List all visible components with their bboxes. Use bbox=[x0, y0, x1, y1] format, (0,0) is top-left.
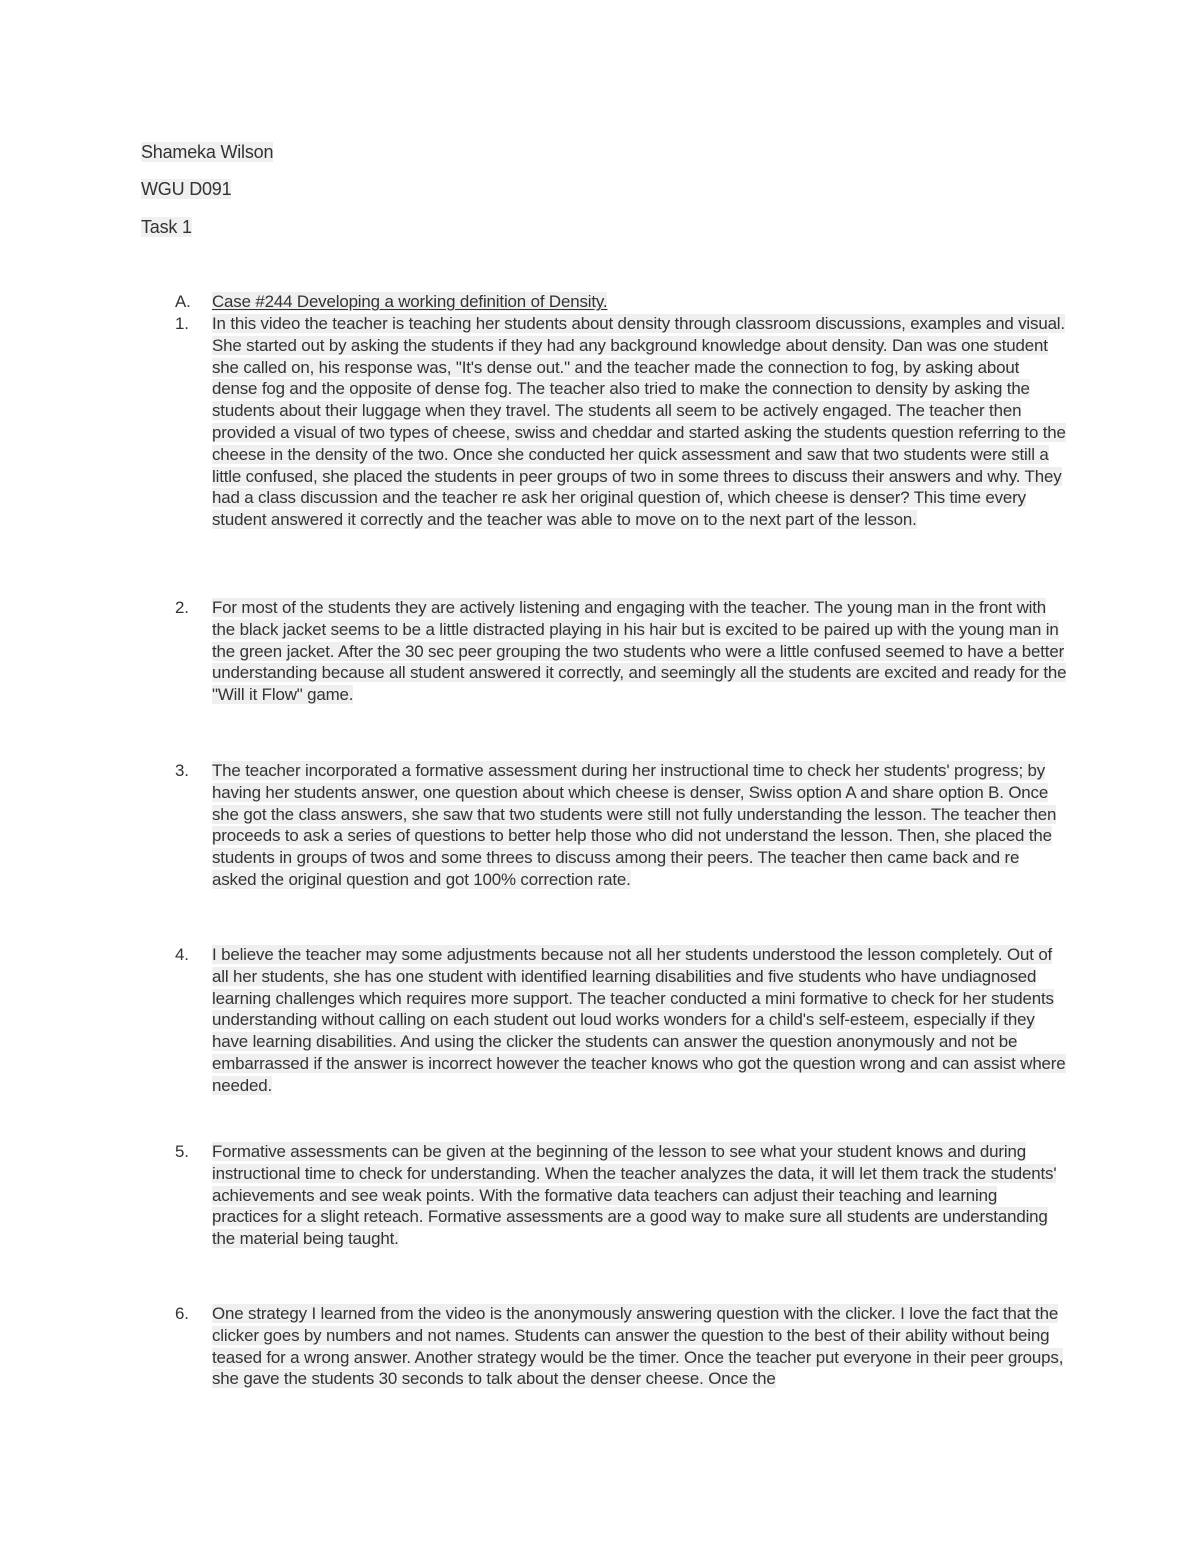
section-a-heading bbox=[175, 291, 1075, 313]
list-item-6 bbox=[175, 1303, 1075, 1390]
list-item-marker: 1. bbox=[175, 314, 189, 333]
list-item-marker: 5. bbox=[175, 1142, 189, 1161]
list-item-2 bbox=[175, 597, 1075, 706]
task-label: Task 1 bbox=[141, 217, 192, 237]
list-item-text: For most of the students they are actively listening and engaging with the teacher. The young man in the front with the black jacket seems to be a little distracted playing in his hair but is excited to be paired up with the young man in the green jacket. After the 30 sec peer grouping the two students who were a little confused seemed to have a better understanding because all student answered it correctly, and seemingly all the students are excited and ready for the "Will it Flow" game. bbox=[212, 598, 1067, 705]
list-item-4 bbox=[175, 944, 1075, 1097]
list-item-3 bbox=[175, 760, 1075, 891]
author-name: Shameka Wilson bbox=[141, 142, 274, 162]
list-item-marker: 2. bbox=[175, 598, 189, 617]
case-title: Case #244 Developing a working definition of Density. bbox=[212, 292, 608, 311]
list-item-text: I believe the teacher may some adjustments because not all her students understood the lesson completely. Out of all her students, she has one student with identified learning disabilities and five students who have undiagnosed learning challenges which requires more support. The teacher conducted a mini formative to check for her students understanding without calling on each student out loud works wonders for a child's self-esteem, especially if they have learning disabilities. And using the clicker the students can answer the question anonymously and not be embarrassed if the answer is incorrect however the teacher knows who got the question wrong and can assist where needed. bbox=[212, 945, 1066, 1095]
list-item-text: The teacher incorporated a formative assessment during her instructional time to check her students' progress; by having her students answer, one question about which cheese is denser, Swiss option A and share option B. Once she got the class answers, she saw that two students were still not fully understanding the lesson. The teacher then proceeds to ask a series of questions to better help those who did not understand the lesson. Then, she placed the students in groups of twos and some threes to discuss among their peers. The teacher then came back and re asked the original question and got 100% correction rate. bbox=[212, 761, 1057, 889]
list-item-text: One strategy I learned from the video is the anonymously answering question with the clicker. I love the fact that the clicker goes by numbers and not names. Students can answer the question to the best of their ability without being teased for a wrong answer. Another strategy would be the timer. Once the teacher put everyone in their peer groups, she gave the students 30 seconds to talk about the denser cheese. Once the bbox=[212, 1304, 1064, 1389]
list-item-marker: 4. bbox=[175, 945, 189, 964]
list-item-1 bbox=[175, 313, 1075, 531]
list-item-text: Formative assessments can be given at the beginning of the lesson to see what your student knows and during instructional time to check for understanding. When the teacher analyzes the data, it will let them track the students' achievements and see weak points. With the formative data teachers can adjust their teaching and learning practices for a slight reteach. Formative assessments are a good way to make sure all students are understanding the material being taught. bbox=[212, 1142, 1057, 1249]
section-a-marker: A. bbox=[175, 292, 191, 311]
list-item-marker: 3. bbox=[175, 761, 189, 780]
list-item-marker: 6. bbox=[175, 1304, 189, 1323]
list-item-5 bbox=[175, 1141, 1075, 1250]
list-item-text: In this video the teacher is teaching her students about density through classroom discussions, examples and visual. She started out by asking the students if they had any background knowledge about density. Dan was one student she called on, his response was, "It's dense out." and the teacher made the connection to fog, by asking about dense fog and the opposite of dense fog. The teacher also tried to make the connection to density by asking the students about their luggage when they travel. The students all seem to be actively engaged. The teacher then provided a visual of two types of cheese, swiss and cheddar and started asking the students question referring to the cheese in the density of the two. Once she conducted her quick assessment and saw that two students were still a little confused, she placed the students in peer groups of two in some threes to discuss their answers and why. They had a class discussion and the teacher re ask her original question of, which cheese is denser? This time every student answered it correctly and the teacher was able to move on to the next part of the lesson. bbox=[212, 314, 1066, 530]
course-code: WGU D091 bbox=[141, 179, 232, 199]
